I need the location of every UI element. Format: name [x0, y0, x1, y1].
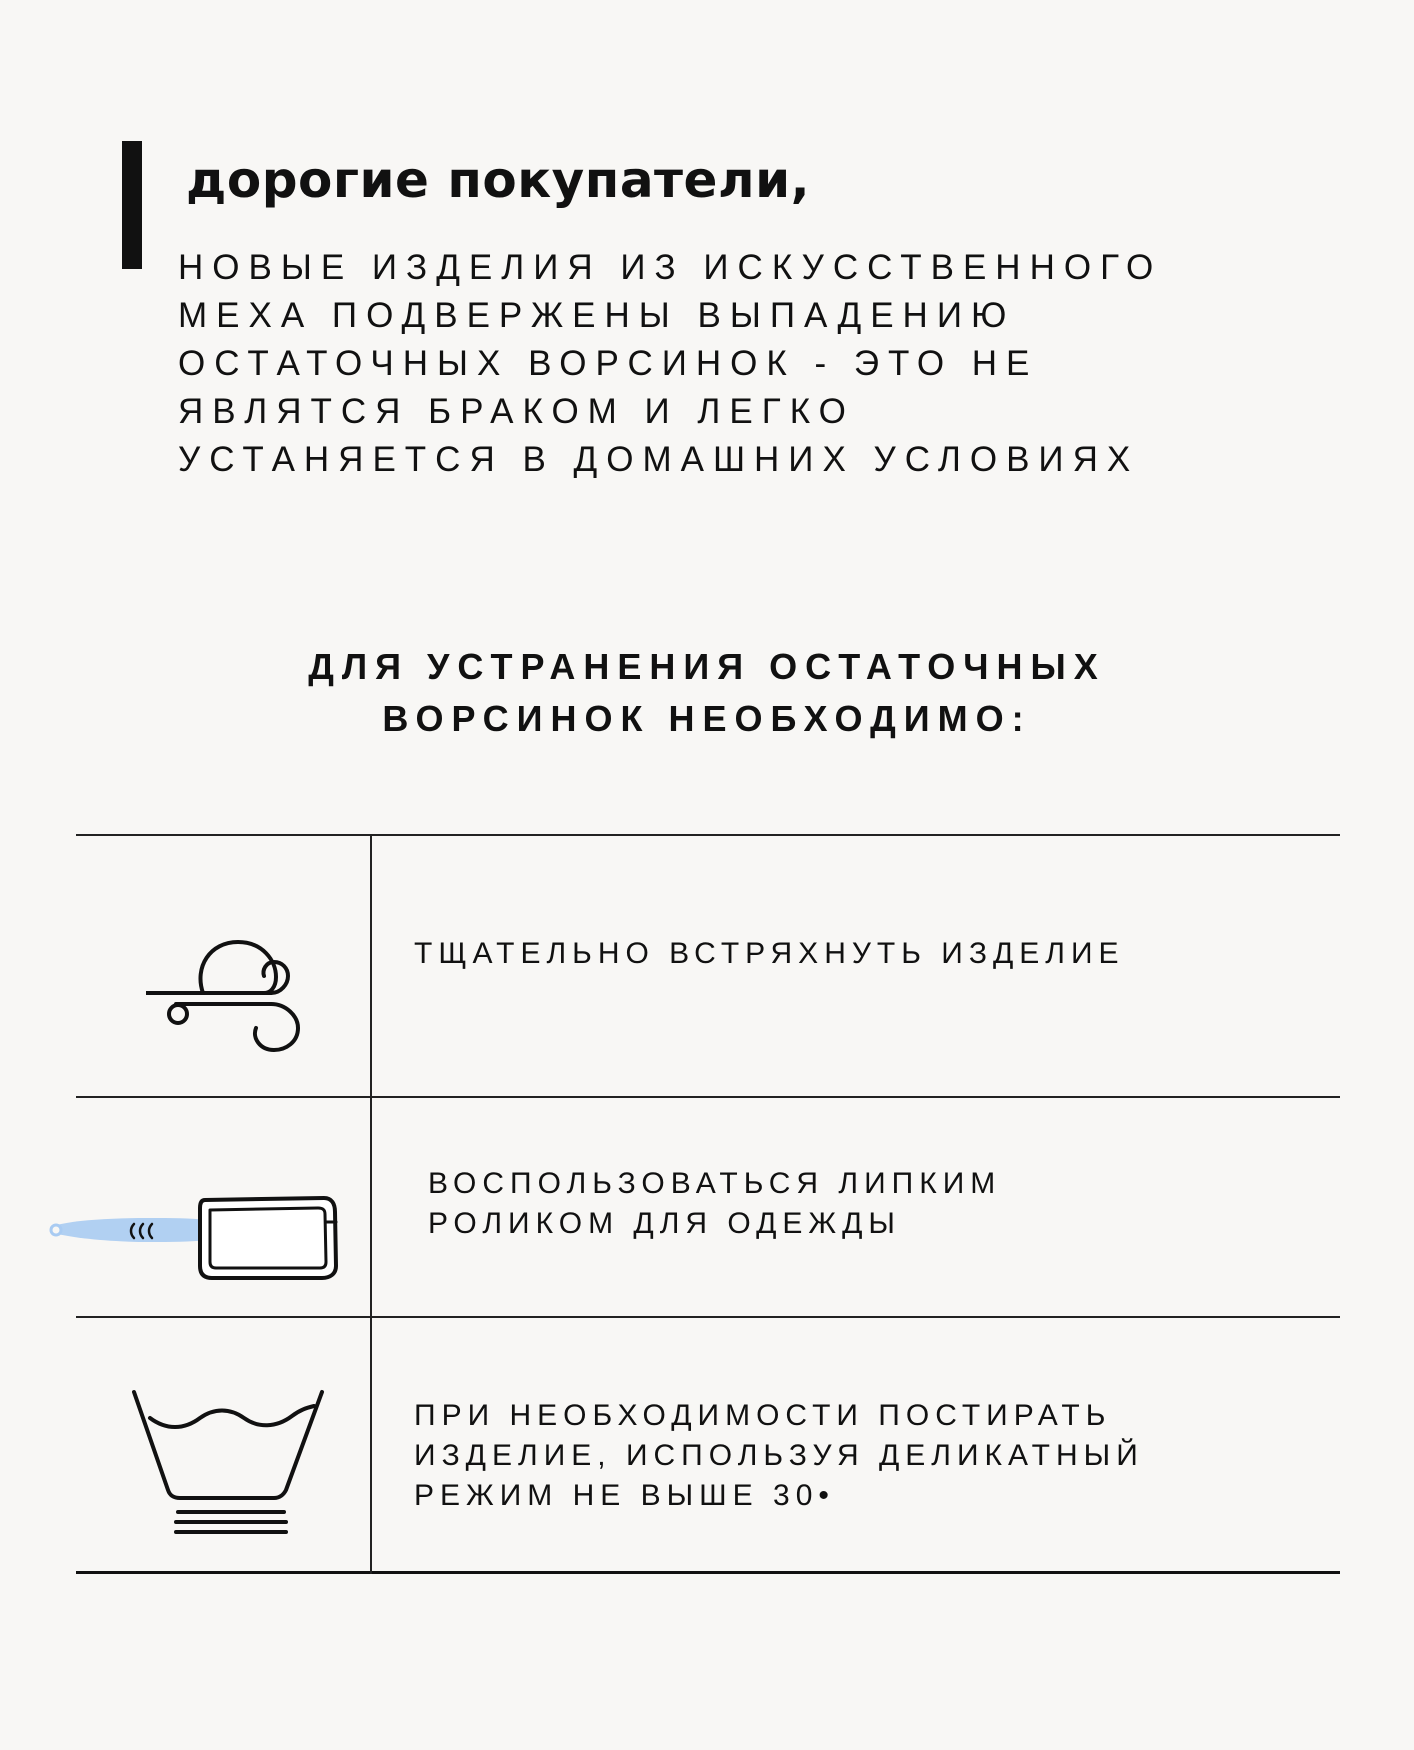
intro-line: ОСТАТОЧНЫХ ВОРСИНОК - ЭТО НЕ: [178, 344, 1039, 383]
intro-line: МЕХА ПОДВЕРЖЕНЫ ВЫПАДЕНИЮ: [178, 296, 1016, 335]
gentle-wash-icon: [132, 1386, 326, 1536]
lint-roller-icon: [40, 1182, 340, 1282]
step-text-line: ПРИ НЕОБХОДИМОСТИ ПОСТИРАТЬ: [414, 1399, 1112, 1432]
greeting-title: дорогие покупатели,: [186, 151, 811, 209]
intro-line: УСТАНЯЕТСЯ В ДОМАШНИХ УСЛОВИЯХ: [178, 440, 1140, 479]
step-text-line: ВОСПОЛЬЗОВАТЬСЯ ЛИПКИМ: [428, 1167, 1002, 1200]
wind-icon: [146, 932, 326, 1052]
step-text-line: ТЩАТЕЛЬНО ВСТРЯХНУТЬ ИЗДЕЛИЕ: [414, 937, 1125, 970]
accent-bar: [122, 141, 142, 269]
table-divider: [76, 834, 1340, 836]
step-text-line: РОЛИКОМ ДЛЯ ОДЕЖДЫ: [428, 1207, 901, 1240]
instructions-heading-line: ВОРСИНОК НЕОБХОДИМО:: [382, 698, 1032, 739]
step-text-shake: [414, 934, 1125, 974]
step-text-lint-roller: [428, 1164, 1001, 1244]
table-bottom-border: [76, 1571, 1340, 1574]
intro-line: НОВЫЕ ИЗДЕЛИЯ ИЗ ИСКУССТВЕННОГО: [178, 248, 1163, 287]
step-text-line: ИЗДЕЛИЕ, ИСПОЛЬЗУЯ ДЕЛИКАТНЫЙ: [414, 1439, 1144, 1472]
table-divider: [76, 1096, 1340, 1098]
instructions-heading-line: ДЛЯ УСТРАНЕНИЯ ОСТАТОЧНЫХ: [308, 646, 1106, 687]
table-column-divider: [370, 834, 372, 1574]
intro-paragraph: [178, 244, 1162, 484]
instructions-heading: [0, 641, 1414, 745]
step-text-wash: [414, 1396, 1144, 1516]
step-text-line: РЕЖИМ НЕ ВЫШЕ 30•: [414, 1479, 835, 1512]
table-divider: [76, 1316, 1340, 1318]
intro-line: ЯВЛЯТСЯ БРАКОМ И ЛЕГКО: [178, 392, 855, 431]
steps-table: [76, 834, 1340, 1574]
